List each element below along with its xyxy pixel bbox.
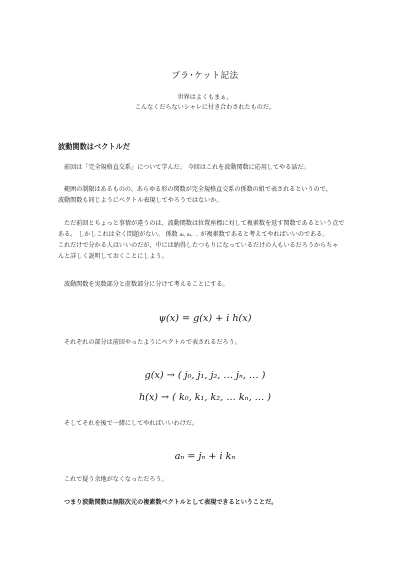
equation-wavefunction: ψ(x) = g(x) + i h(x) (158, 313, 252, 324)
equation-coefficient: aₙ = jₙ + i kₙ (174, 451, 236, 462)
paragraph-3-text-b: が複素数であると考えてやればいいのである。 (200, 231, 329, 238)
page-title: ブラ･ケット記法 (171, 71, 239, 81)
paragraph-5: それぞれの部分は前回やったようにベクトルで表されるだろう。 (64, 339, 241, 346)
paragraph-3-line-1: ただ前回とちょっと事情が違うのは、波動関数は位置座標に対して複素数を返す関数であるという点で (64, 220, 345, 227)
equation-imaginary-part: h(x) → ( k₀, k₁, k₂, … kₙ, … ) (138, 392, 272, 403)
paragraph-3-line-2 (58, 231, 358, 241)
subtitle-line-1: 世界はよくもまぁ、 (177, 94, 233, 101)
paragraph-1: 前回は「完全規格直交系」について学んだ。 今回はこれを波動関数に応用してやる話だ。 (64, 164, 310, 171)
equation-real-part: g(x) → ( j₀, j₁, j₂, … jₙ, … ) (144, 370, 266, 381)
coefficient-symbols: a₀, a₁, … (179, 233, 199, 238)
subtitle-line-2: こんなくだらないシャレに付き合わされたものだ。 (134, 104, 276, 111)
paragraph-2-line-2: 波動関数も同じようにベクトル表現してやろうではないか。 (58, 197, 223, 204)
paragraph-3-line-3: これだけで分かる人はいいのだが、中には納得したつもりになっているだけの人もいるだろうからちゃ (58, 242, 339, 249)
paragraph-3-line-4: んと詳しく説明しておくことにしよう。 (58, 253, 168, 260)
paragraph-6: そしてそれを後で一緒にしてやればいいわけだ。 (64, 420, 199, 427)
paragraph-7: これで疑う余地がなくなっただろう。 (64, 476, 168, 483)
paragraph-8-conclusion: つまり波動関数は無限次元の複素数ベクトルとして表現できるということだ。 (64, 499, 278, 506)
paragraph-2-line-1: 範囲の制限はあるものの、あらゆる形の関数が完全規格直交系の係数の組で表されるというので、 (64, 186, 332, 193)
paragraph-4: 波動関数を実数部分と虚数部分に分けて考えることにする。 (64, 281, 229, 288)
paragraph-3-text-a: ある。 しかしこれは全く問題がない。 係数 (58, 231, 178, 238)
section-heading: 波動関数はベクトルだ (58, 142, 130, 151)
